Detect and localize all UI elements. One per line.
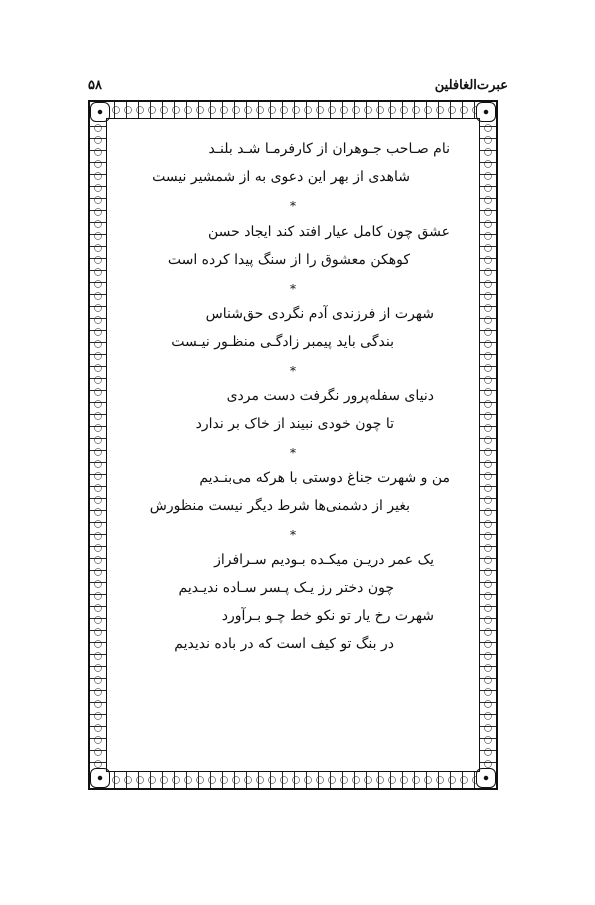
- poem-line: شاهدی از بهر این دعوی به از شمشیر نیست: [152, 169, 410, 185]
- poem-line: در بنگ تو کیف است که در باده ندیدیم: [174, 636, 394, 652]
- poem-line: شهرت رخ یار تو نکو خط چـو بـرآورد: [221, 608, 434, 624]
- page-header: [88, 78, 508, 98]
- separator-star: *: [290, 364, 296, 378]
- page-number: ۵۸: [88, 78, 102, 93]
- top-ornament: [110, 102, 476, 118]
- poem-line: من و شهرت جناغ دوستی با هرکه می‌بنـدیم: [199, 470, 450, 486]
- header-title: عبرت‌الغافلین: [434, 78, 508, 93]
- poem-line: نام صـاحب جـوهران از کارفرمـا شـد بلنـد: [208, 141, 450, 157]
- poem-line: چون دختر رز یـک پـسر سـاده ندیـدیم: [178, 580, 394, 596]
- poem-line: یک عمر دریـن میکـده بـودیم سـرافراز: [214, 552, 434, 568]
- separator-star: *: [290, 446, 296, 460]
- poem-line: شهرت از فرزندی آدم نگردی حق‌شناس: [205, 306, 434, 322]
- poem-line: عشق چون کامل عیار افتد کند ایجاد حسن: [208, 224, 450, 240]
- separator-star: *: [290, 282, 296, 296]
- right-ornament: [480, 122, 496, 768]
- poem-line: کوهکن معشوق را از سنگ پیدا کرده است: [167, 252, 410, 268]
- left-ornament: [90, 122, 106, 768]
- separator-star: *: [290, 528, 296, 542]
- poem-line: دنیای سفله‌پرور نگرفت دست مردی: [226, 388, 434, 404]
- poem-line: تا چون خودی نبیند از خاک بر ندارد: [195, 416, 394, 432]
- separator-star: *: [290, 199, 296, 213]
- poem-line: بندگی باید پیمبر زادگـی منظـور نیـست: [171, 334, 394, 350]
- poem-line: بغیر از دشمنی‌ها شرط دیگر نیست منظورش: [149, 498, 410, 514]
- inner-frame: [106, 118, 480, 772]
- ornamental-frame: [88, 100, 498, 790]
- bottom-ornament: [110, 772, 476, 788]
